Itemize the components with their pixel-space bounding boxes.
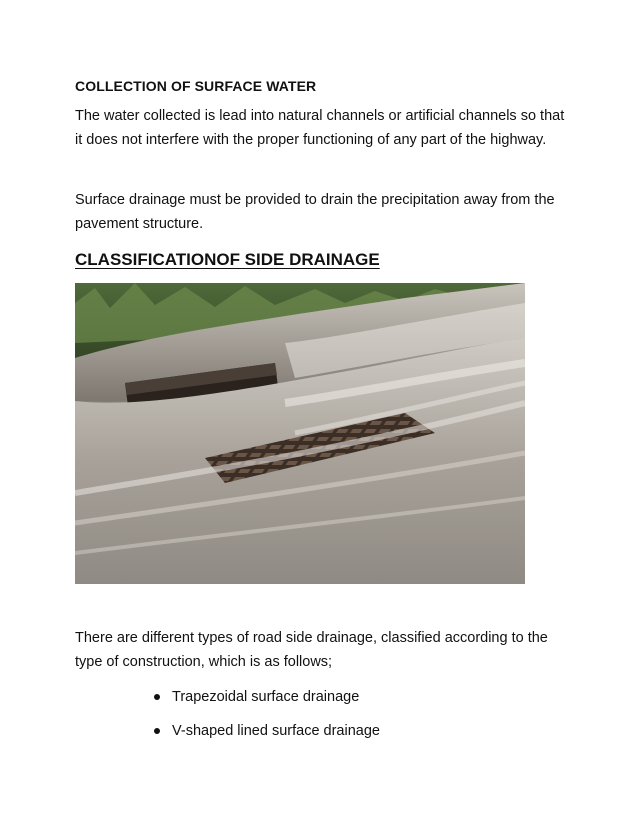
classification-heading: CLASSIFICATIONOF SIDE DRAINAGE — [75, 250, 380, 269]
section-heading: COLLECTION OF SURFACE WATER — [75, 78, 317, 94]
list-item-label: V-shaped lined surface drainage — [172, 723, 380, 739]
list-item-label: Trapezoidal surface drainage — [172, 689, 360, 705]
list-item — [152, 686, 380, 720]
bullet-icon — [154, 728, 160, 734]
paragraph-types: There are different types of road side drainage, classified according to the type of construction, which is as follows; — [75, 630, 548, 670]
paragraph-surface-drainage: Surface drainage must be provided to drain the precipitation away from the pavement structure. — [75, 192, 555, 232]
bullet-icon — [154, 694, 160, 700]
list-item — [152, 720, 380, 754]
paragraph-collection: The water collected is lead into natural channels or artificial channels so that it does not interfere with the proper functioning of any part of the highway. — [75, 108, 565, 148]
roadside-drain-photo — [75, 283, 525, 584]
drainage-type-list — [152, 686, 380, 754]
